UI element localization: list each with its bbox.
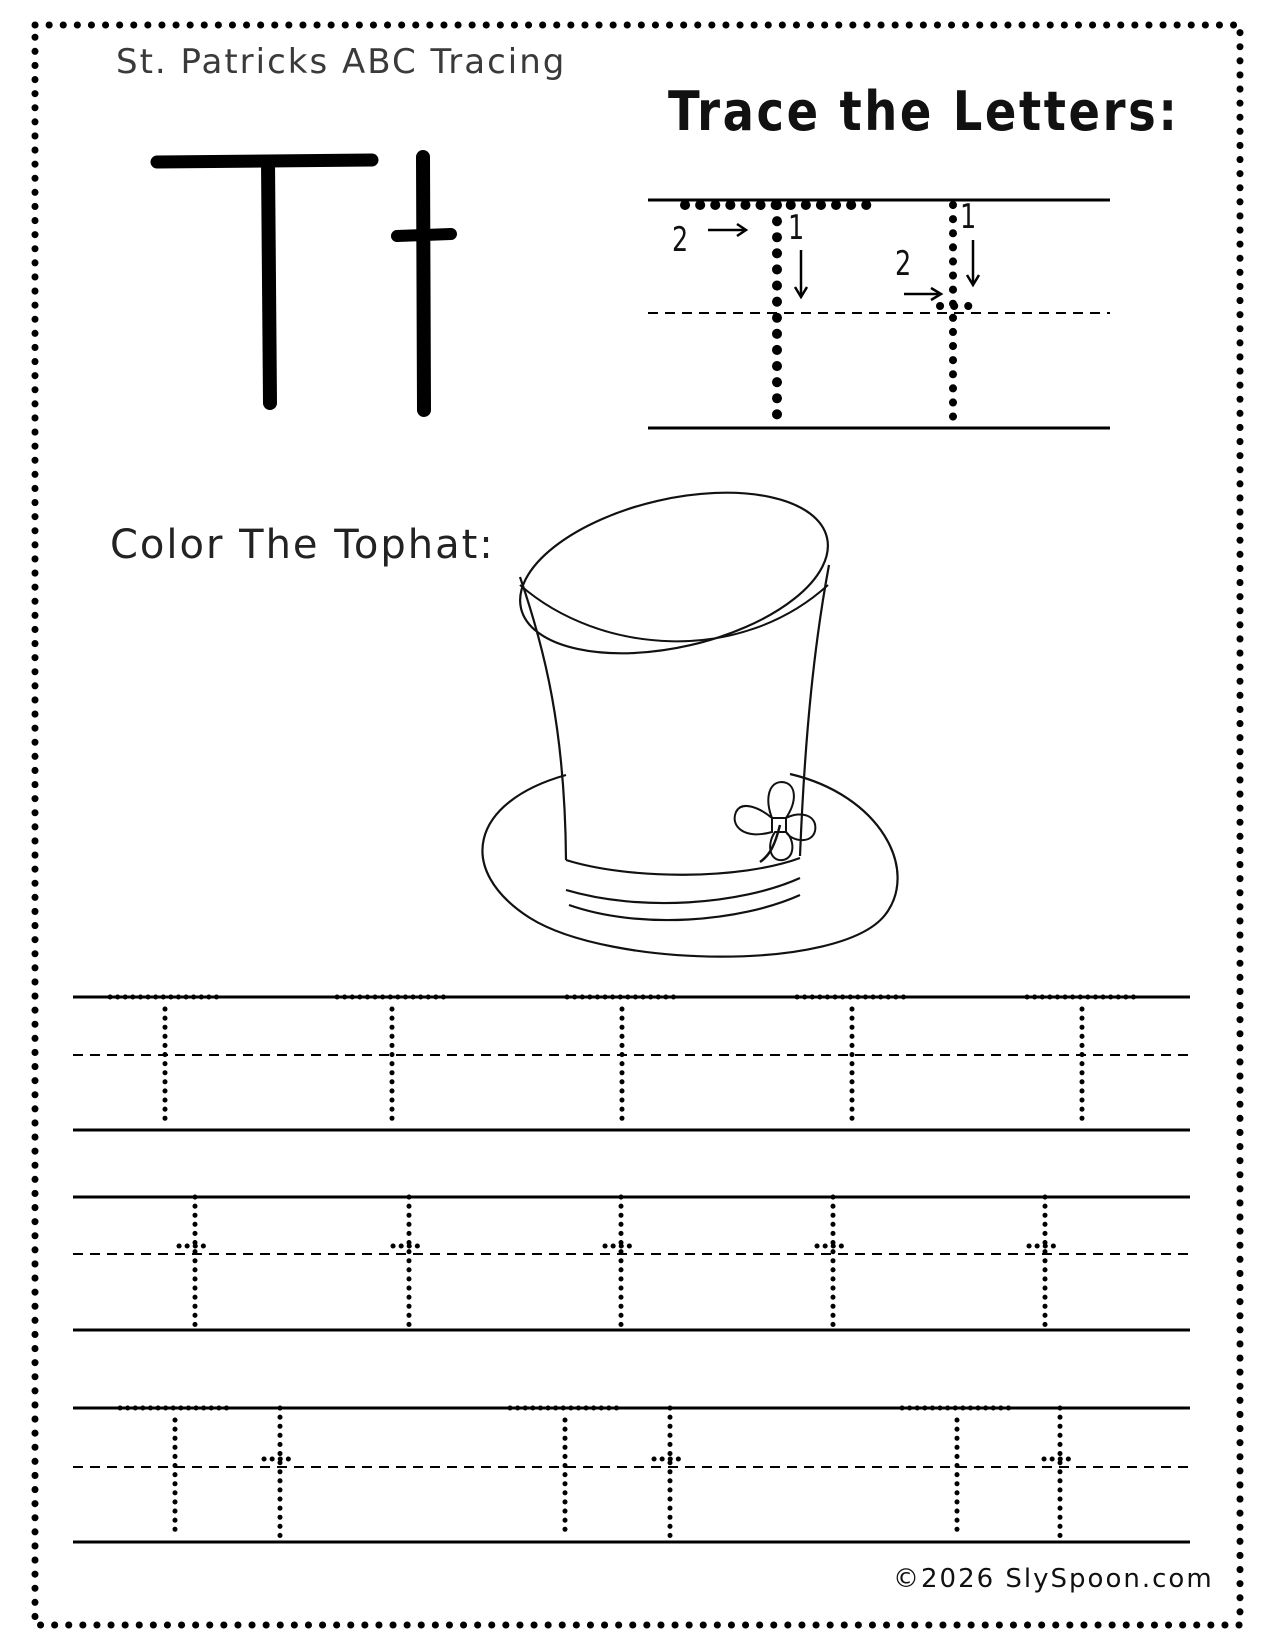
hat-top — [504, 466, 843, 681]
stroke-number-lower-1: 1 — [960, 197, 977, 237]
practice-row-3 — [73, 1408, 1190, 1542]
trace-uppercase-t-dots — [685, 205, 870, 425]
trace-glyph-lowercase-t — [393, 1197, 425, 1326]
trace-glyph-uppercase-t — [337, 997, 447, 1126]
trace-glyph-lowercase-t — [817, 1197, 849, 1326]
trace-glyph-lowercase-t — [264, 1408, 296, 1538]
hat-brim — [482, 774, 897, 957]
trace-glyph-uppercase-t — [1027, 997, 1137, 1126]
stroke-arrows — [708, 224, 979, 300]
dotted-page-border — [35, 25, 1240, 1625]
trace-glyph-uppercase-t — [120, 1408, 230, 1538]
hat-crown — [520, 565, 829, 860]
practice-row-2 — [73, 1197, 1190, 1330]
hat-band — [566, 858, 800, 920]
trace-lowercase-t-dots — [940, 205, 972, 425]
display-lowercase-t — [397, 157, 451, 410]
trace-glyph-uppercase-t — [567, 997, 677, 1126]
trace-glyph-uppercase-t — [110, 997, 220, 1126]
color-instruction: Color The Tophat: — [110, 522, 495, 568]
practice-row-1 — [73, 997, 1190, 1130]
trace-guide-lines — [648, 200, 1110, 428]
tophat-illustration — [482, 466, 897, 957]
trace-glyph-lowercase-t — [654, 1408, 686, 1538]
trace-glyph-uppercase-t — [510, 1408, 620, 1538]
display-uppercase-t — [157, 160, 372, 403]
trace-glyph-lowercase-t — [1029, 1197, 1061, 1326]
trace-glyph-lowercase-t — [1044, 1408, 1076, 1538]
trace-glyph-uppercase-t — [797, 997, 907, 1126]
stroke-number-lower-2: 2 — [895, 244, 912, 284]
trace-heading: Trace the Letters: — [668, 80, 1180, 143]
trace-glyph-lowercase-t — [605, 1197, 637, 1326]
stroke-number-upper-1: 1 — [788, 208, 805, 248]
copyright-footer: ©2026 SlySpoon.com — [893, 1564, 1214, 1594]
stroke-number-upper-2: 2 — [672, 220, 689, 260]
worksheet-title: St. Patricks ABC Tracing — [116, 42, 567, 82]
trace-glyph-lowercase-t — [179, 1197, 211, 1326]
trace-glyph-uppercase-t — [902, 1408, 1012, 1538]
practice-tracing-glyphs — [110, 997, 1137, 1538]
